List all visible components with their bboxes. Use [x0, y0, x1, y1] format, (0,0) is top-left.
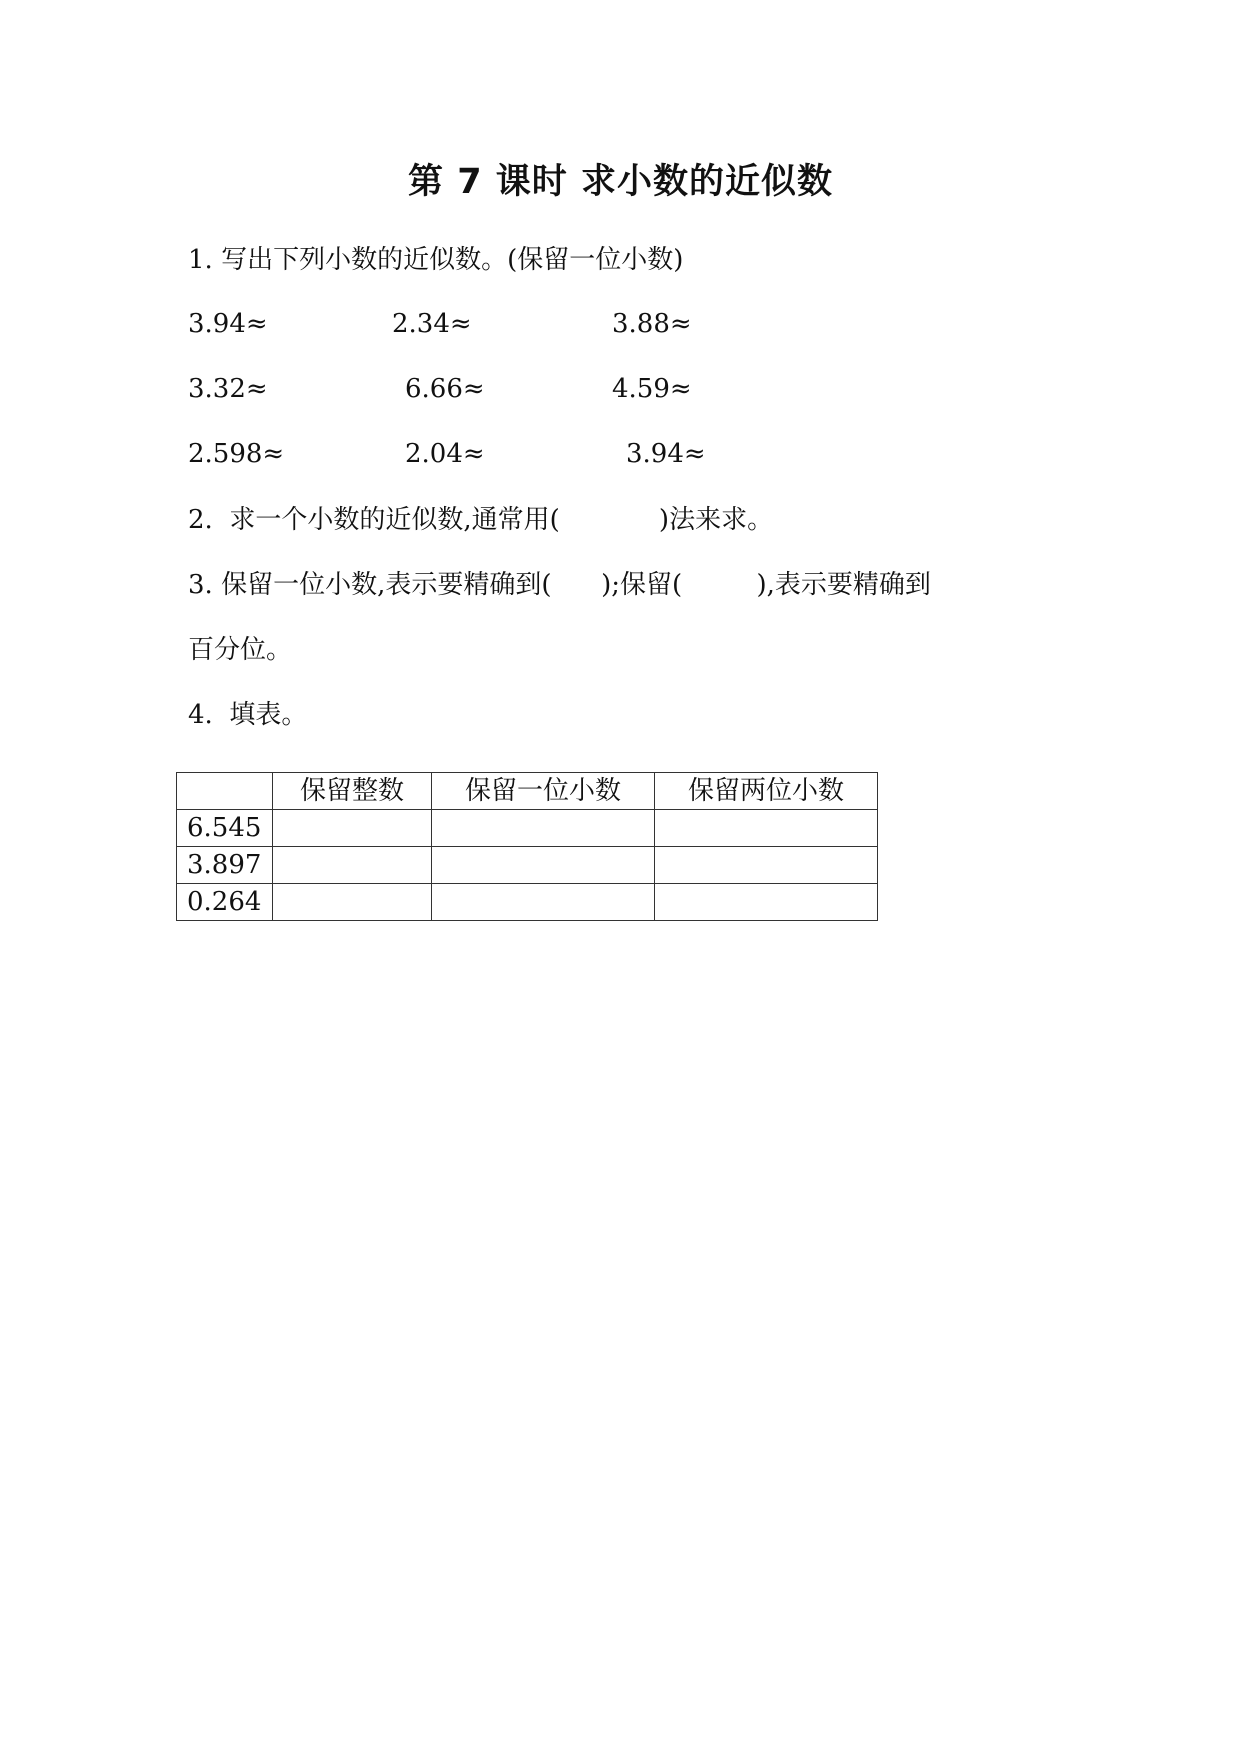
table-cell-number: 3.897: [177, 847, 273, 884]
question-1-heading: 1. 写出下列小数的近似数。(保留一位小数): [188, 245, 684, 275]
approx-item: 2.34≈: [392, 309, 472, 339]
table-cell-answer: [655, 810, 878, 847]
approx-item: 3.32≈: [188, 374, 268, 404]
question-3-line-1: 3. 保留一位小数,表示要精确到( );保留( ),表示要精确到: [188, 570, 931, 600]
table-header-row: [177, 773, 878, 810]
table-row: [177, 847, 878, 884]
approx-item: 4.59≈: [612, 374, 692, 404]
table-header-cell: 保留整数: [273, 773, 432, 810]
approx-item: 3.94≈: [626, 439, 706, 469]
approx-item: 6.66≈: [405, 374, 485, 404]
table-row: [177, 884, 878, 921]
approx-item: 3.88≈: [612, 309, 692, 339]
table-cell-answer: [655, 847, 878, 884]
table-cell-answer: [273, 810, 432, 847]
table-cell-answer: [432, 847, 655, 884]
question-3-line-2: 百分位。: [188, 635, 293, 665]
rounding-table: [176, 772, 878, 921]
table-header-cell: [177, 773, 273, 810]
table-cell-number: 0.264: [177, 884, 273, 921]
table-cell-answer: [432, 810, 655, 847]
approx-item: 2.598≈: [188, 439, 285, 469]
approx-item: 2.04≈: [405, 439, 485, 469]
table-header-cell: 保留一位小数: [432, 773, 655, 810]
table-cell-answer: [273, 847, 432, 884]
table-cell-answer: [273, 884, 432, 921]
table-cell-answer: [432, 884, 655, 921]
question-4: 4. 填表。: [188, 700, 308, 730]
table-cell-answer: [655, 884, 878, 921]
table-cell-number: 6.545: [177, 810, 273, 847]
table-row: [177, 810, 878, 847]
table-header-cell: 保留两位小数: [655, 773, 878, 810]
question-2: 2. 求一个小数的近似数,通常用( )法来求。: [188, 505, 774, 535]
page-title: 第 7 课时 求小数的近似数: [408, 162, 833, 202]
approx-item: 3.94≈: [188, 309, 268, 339]
